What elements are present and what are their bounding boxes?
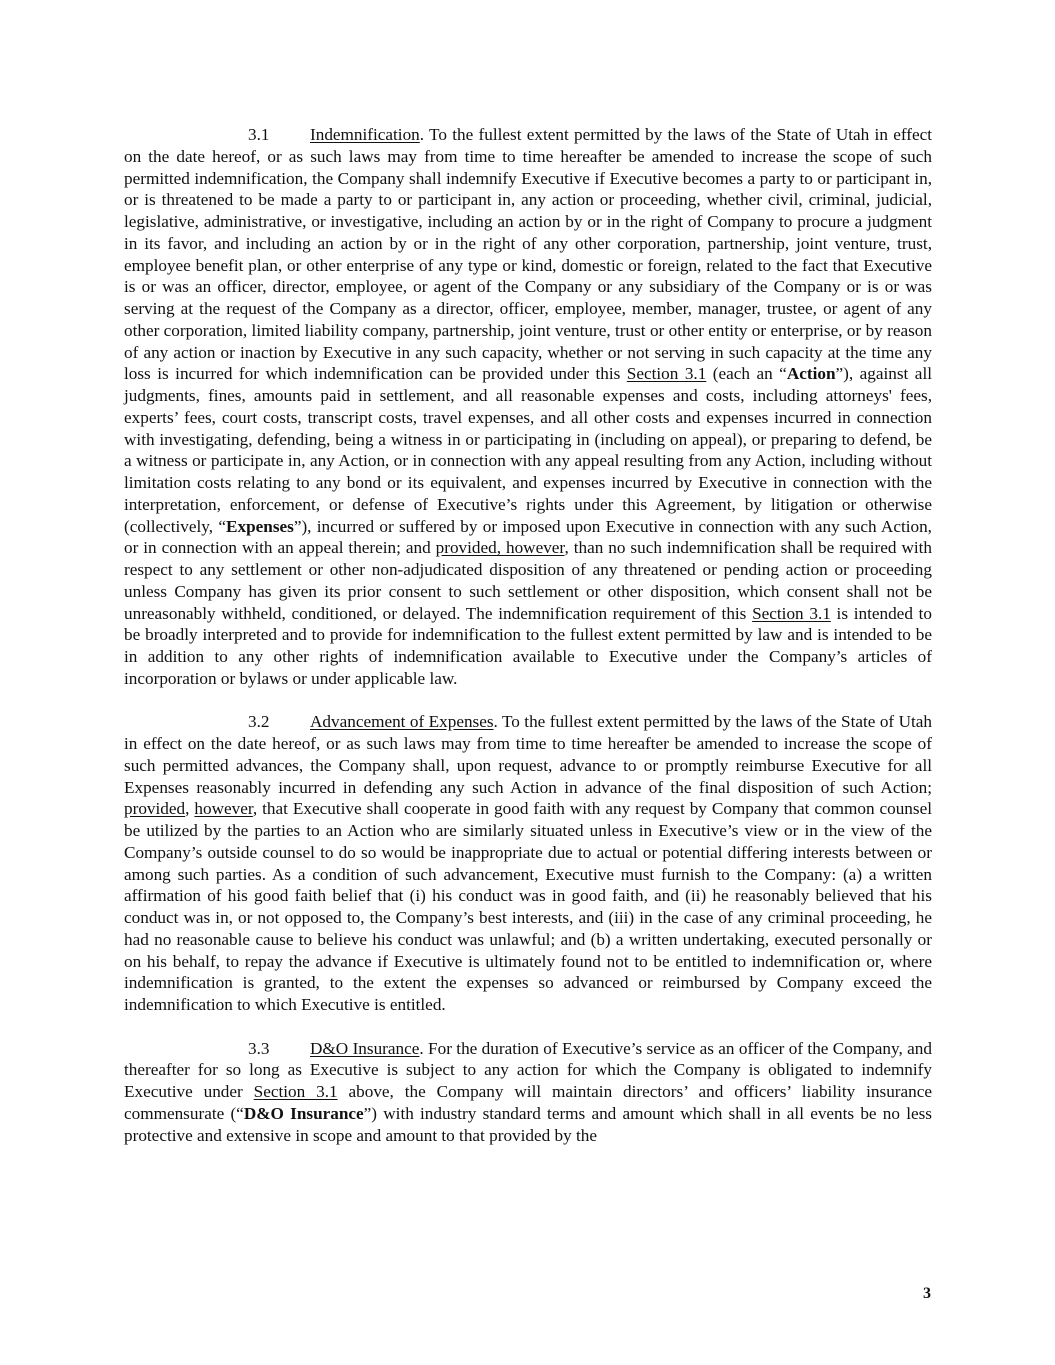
text-run: , than no such indemnification shall be required with respect to any settlement or other non-adjudicated disposition of any threatened or pending action or proceeding unless Company has given its prior consent to such settlement or other disposition, which consent shall not be unreasonably withheld, conditioned, or delayed. The indemnification requirement of this (124, 538, 932, 623)
defined-term: D&O Insurance (243, 1103, 364, 1123)
text-run: ”), against all judgments, fines, amounts paid in settlement, and all reasonable expenses and costs, including attorneys' fees, experts’ fees, court costs, transcript costs, travel expenses, and all other costs and expenses incurred in connection with investigating, defending, being a witness in or participating in (including on appeal), or preparing to defend, be a witness or participate in, any Action, or in connection with any appeal resulting from any Action, including without limitation costs relating to any bond or its equivalent, and expenses incurred by Executive in connection with the interpretation, enforcement, or defense of Executive’s rights under this Agreement, by litigation or otherwise (collectively, “ (124, 364, 932, 536)
underlined-term: provided (124, 799, 186, 819)
section-heading: Advancement of Expenses (310, 712, 494, 732)
document-body (124, 124, 932, 1168)
text-run: , (185, 799, 195, 819)
section-number: 3.1 (248, 125, 270, 144)
page-number: 3 (923, 1285, 931, 1302)
underlined-term: provided, however (435, 538, 565, 558)
text-run: (each an “ (706, 364, 787, 384)
defined-term: Expenses (226, 516, 294, 536)
section-number: 3.3 (248, 1038, 270, 1058)
section-3-3-paragraph (124, 1038, 932, 1147)
underlined-term: Section 3.1 (752, 603, 831, 623)
underlined-term: however (194, 799, 253, 819)
underlined-term: Section 3.1 (253, 1082, 338, 1101)
section-3-2-paragraph (124, 711, 932, 1016)
text-run: above, the Company will maintain directors’ and officers’ liability insurance commensurate (“ (124, 1082, 932, 1123)
text-run: , that Executive shall cooperate in good faith with any request by Company that common counsel be utilized by the parties to an Action who are similarly situated unless in Executive’s view or in the view of the Company’s outside counsel to do so would be inappropriate due to actual or potential differing interests between or among such parties. As a condition of such advancement, Executive must furnish to the Company: (a) a written affirmation of his good faith belief that (i) his conduct was in good faith, and (ii) he reasonably believed that his conduct was in, or not opposed to, the Company’s best interests, and (iii) in the case of any criminal proceeding, he had no reasonable cause to believe his conduct was unlawful; and (b) a written undertaking, executed personally or on his behalf, to repay the advance if Executive is ultimately found not to be entitled to indemnification or, where indemnification is granted, to the extent the expenses so advanced or reimbursed by Company exceed the indemnification to which Executive is entitled. (124, 799, 932, 1014)
text-run: is intended to be broadly interpreted and to provide for indemnification to the fullest extent permitted by law and is intended to be in addition to any other rights of indemnification available to Executive under the Company’s articles of incorporation or bylaws or under applicable law. (124, 603, 932, 688)
text-run: ”) with industry standard terms and amount which shall in all events be no less protective and extensive in scope and amount to that provided by the (124, 1103, 932, 1145)
section-heading: D&O Insurance (310, 1038, 420, 1058)
text-run: . For the duration of Executive’s service as an officer of the Company, and thereafter for so long as Executive is subject to any action for which the Company is obligated to indemnify Executive under (124, 1038, 932, 1101)
text-run: ”), incurred or suffered by or imposed upon Executive in connection with any such Action, or in connection with an appeal therein; and (124, 516, 932, 558)
defined-term: Action (786, 364, 836, 384)
text-run: . To the fullest extent permitted by the laws of the State of Utah in effect on the date hereof, or as such laws may from time to time hereafter be amended to increase the scope of such permitted indemnification, the Company shall indemnify Executive if Executive becomes a party to or participant in, or is threatened to be made a party to or participant in, any action or proceeding, whether civil, criminal, judicial, legislative, administrative, or investigative, including an action by or in the right of Company to procure a judgment in its favor, and including an action by or in the right of any other corporation, partnership, joint venture, trust, employee benefit plan, or other enterprise of any type or kind, domestic or foreign, related to the fact that Executive is or was an officer, director, employee, or agent of the Company or any subsidiary of the Company or is or was serving at the request of the Company as a director, officer, employee, member, manager, trustee, or agent of any other corporation, limited liability company, partnership, joint venture, trust or other entity or enterprise, or by reason of any action or inaction by Executive in any such capacity, whether or not serving in such capacity at the time any loss is incurred for which indemnification can be provided under this (124, 125, 932, 384)
text-run: . To the fullest extent permitted by the laws of the State of Utah in effect on the date hereof, or as such laws may from time to time hereafter be amended to increase the scope of such permitted advances, the Company shall, upon request, advance to or promptly reimburse Executive for all Expenses reasonably incurred in defending any such Action in advance of the final disposition of such Action; (124, 712, 932, 797)
section-heading: Indemnification (310, 125, 420, 144)
underlined-term: Section 3.1 (626, 364, 707, 384)
section-3-1-paragraph (124, 124, 932, 690)
section-number: 3.2 (248, 712, 270, 732)
